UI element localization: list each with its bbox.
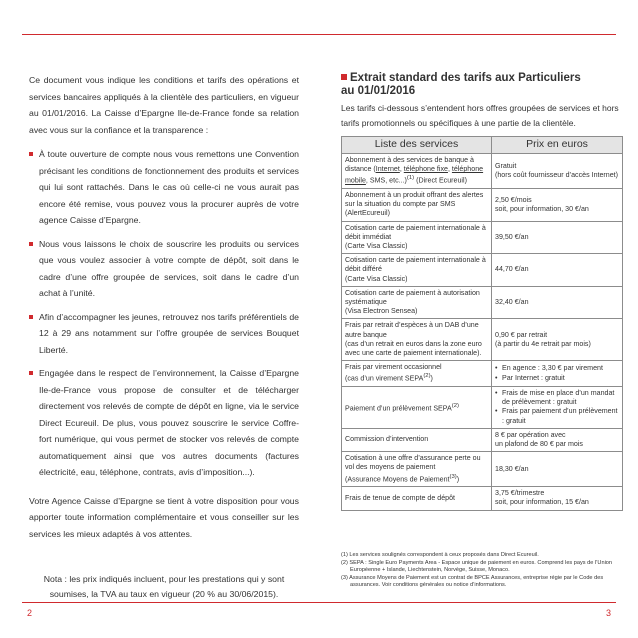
right-page-body bbox=[341, 72, 623, 511]
header-services: Liste des services bbox=[342, 137, 492, 154]
title-marker-icon bbox=[341, 74, 347, 80]
table-header-row bbox=[342, 137, 623, 154]
service-cell: Abonnement à un produit offrant des alertes sur la situation du compte par SMS (AlertEcureuil) bbox=[342, 188, 492, 221]
footnotes bbox=[341, 552, 623, 590]
table-row bbox=[342, 286, 623, 319]
price-cell: 0,90 € par retrait (à partir du 4e retrait par mois) bbox=[492, 319, 623, 361]
table-row bbox=[342, 188, 623, 221]
service-cell: Abonnement à des services de banque à distance (Internet, téléphone fixe, téléphone mobile, SMS, etc...)$^{(1)}$ (Direct Ecureuil) bbox=[342, 154, 492, 189]
page-number-right: 3 bbox=[605, 608, 611, 618]
table-row bbox=[342, 452, 623, 487]
bullet-convention: À toute ouverture de compte nous vous remettons une Convention précisant les conditions de fonctionnement des produits et services qui lui sont rattachés. Dans le cas où celle-ci ne vous aurait pas encore été remise, vous pouvez vous la procurer auprès de votre agence Caisse d’Epargne. bbox=[29, 146, 299, 229]
price-cell: • En agence : 3,30 € par virement • Par Internet : gratuit bbox=[492, 361, 623, 387]
table-row bbox=[342, 361, 623, 387]
vat-note: Nota : les prix indiqués incluent, pour les prestations qui y sont soumises, la TVA au taux en vigueur (20 % au 30/06/2015). bbox=[43, 574, 285, 599]
link-internet[interactable]: Internet bbox=[375, 165, 400, 174]
intro-paragraph: Ce document vous indique les conditions et tarifs des opérations et services bancaires appliqués à la clientèle des particuliers, en vigueur au 01/01/2016. La Caisse d’Epargne Ile-de-France fonde sa relation avec vous sur la confiance et la transparence : bbox=[29, 75, 299, 135]
top-rule bbox=[22, 34, 616, 35]
price-cell: 44,70 €/an bbox=[492, 254, 623, 287]
service-cell: Frais par retrait d’espèces à un DAB d’une autre banque (cas d’un retrait en euros dans la zone euro avec une carte de paiement internationale). bbox=[342, 319, 492, 361]
info-bullet-list bbox=[29, 146, 299, 481]
price-cell: 32,40 €/an bbox=[492, 286, 623, 319]
service-cell: Frais par virement occasionnel (cas d’un virement SEPA$^{(2)}$) bbox=[342, 361, 492, 387]
closing-paragraph: Votre Agence Caisse d’Epargne se tient à votre disposition pour vous apporter toute information complémentaire et vous conseiller sur les services les mieux adaptés à vos attentes. bbox=[29, 495, 299, 539]
bullet-youth: Afin d’accompagner les jeunes, retrouvez nos tarifs préférentiels de 12 à 29 ans notamment sur l’offre groupée de services Bouquet Liberté. bbox=[29, 309, 299, 359]
price-cell: 2,50 €/mois soit, pour information, 30 €/an bbox=[492, 188, 623, 221]
bottom-rule bbox=[22, 602, 616, 603]
tariff-table bbox=[341, 136, 623, 511]
service-cell: Cotisation carte de paiement internationale à débit immédiat (Carte Visa Classic) bbox=[342, 221, 492, 254]
footnote-2: (2) SEPA : Single Euro Payments Area - Espace unique de paiement en euros. Comprend les pays de l’Union Européenne + Islande, Liechtenstein, Norvège, Suisse, Monaco. bbox=[341, 559, 613, 574]
link-telephone-fixe[interactable]: téléphone fixe bbox=[403, 165, 448, 174]
price-cell: 3,75 €/trimestre soit, pour information, 15 €/an bbox=[492, 487, 623, 510]
price-cell: • Frais de mise en place d’un mandat de prélèvement : gratuit • Frais par paiement d’un prélèvement : gratuit bbox=[492, 386, 623, 428]
left-page-body bbox=[29, 72, 299, 550]
link-telephone-mobile[interactable]: téléphone mobile bbox=[345, 165, 484, 185]
table-row bbox=[342, 487, 623, 510]
page-number-left: 2 bbox=[27, 608, 33, 618]
footnote-1: (1) Les services soulignés correspondent à ceux proposés dans Direct Ecureuil. bbox=[341, 552, 539, 558]
table-row bbox=[342, 428, 623, 451]
service-cell: Cotisation carte de paiement internationale à débit différé (Carte Visa Classic) bbox=[342, 254, 492, 287]
service-cell: Cotisation à une offre d’assurance perte ou vol des moyens de paiement (Assurance Moyens de Paiement$^{(3)}$) bbox=[342, 452, 492, 487]
tariff-title: Extrait standard des tarifs aux Particuliers au 01/01/2016 bbox=[341, 72, 581, 97]
table-row bbox=[342, 319, 623, 361]
service-cell: Commission d’intervention bbox=[342, 428, 492, 451]
footnote-3: (3) Assurance Moyens de Paiement est un contrat de BPCE Assurances, entreprise régie par le Code des assurances. Voir conditions générales ou notice d’informations. bbox=[341, 574, 604, 589]
table-row bbox=[342, 386, 623, 428]
tariff-intro: Les tarifs ci-dessous s’entendent hors offres groupées de services et hors tarifs promotionnels ou spécifiques à une partie de la clientèle. bbox=[341, 103, 619, 128]
bullet-choice: Nous vous laissons le choix de souscrire les produits ou services que vous voulez associer à votre compte de dépôt, soit dans le cadre d’une offre groupée de services, soit dans le cadre d’un achat à l’unité. bbox=[29, 236, 299, 302]
service-cell: Cotisation carte de paiement à autorisation systématique (Visa Electron Sensea) bbox=[342, 286, 492, 319]
bullet-environment: Engagée dans le respect de l’environnement, la Caisse d’Epargne Ile-de-France vous propose de consulter et de télécharger directement vos relevés de compte de dépôt en ligne, via le service Direct Ecureuil. De plus, vous pouvez souscrire le service Coffre-fort numérique, qui vous permet de stocker vos relevés de compte automatiquement ainsi que vos autres documents (factures électricité, eau, téléphone, contrats, avis d’imposition...). bbox=[29, 365, 299, 481]
price-cell: 39,50 €/an bbox=[492, 221, 623, 254]
price-cell: 8 € par opération avec un plafond de 80 € par mois bbox=[492, 428, 623, 451]
table-row bbox=[342, 154, 623, 189]
price-cell: 18,30 €/an bbox=[492, 452, 623, 487]
header-prices: Prix en euros bbox=[492, 137, 623, 154]
service-cell: Frais de tenue de compte de dépôt bbox=[342, 487, 492, 510]
table-row bbox=[342, 254, 623, 287]
price-cell: Gratuit (hors coût fournisseur d’accès Internet) bbox=[492, 154, 623, 189]
table-row bbox=[342, 221, 623, 254]
service-cell: Paiement d’un prélèvement SEPA$^{(2)}$ bbox=[342, 386, 492, 428]
